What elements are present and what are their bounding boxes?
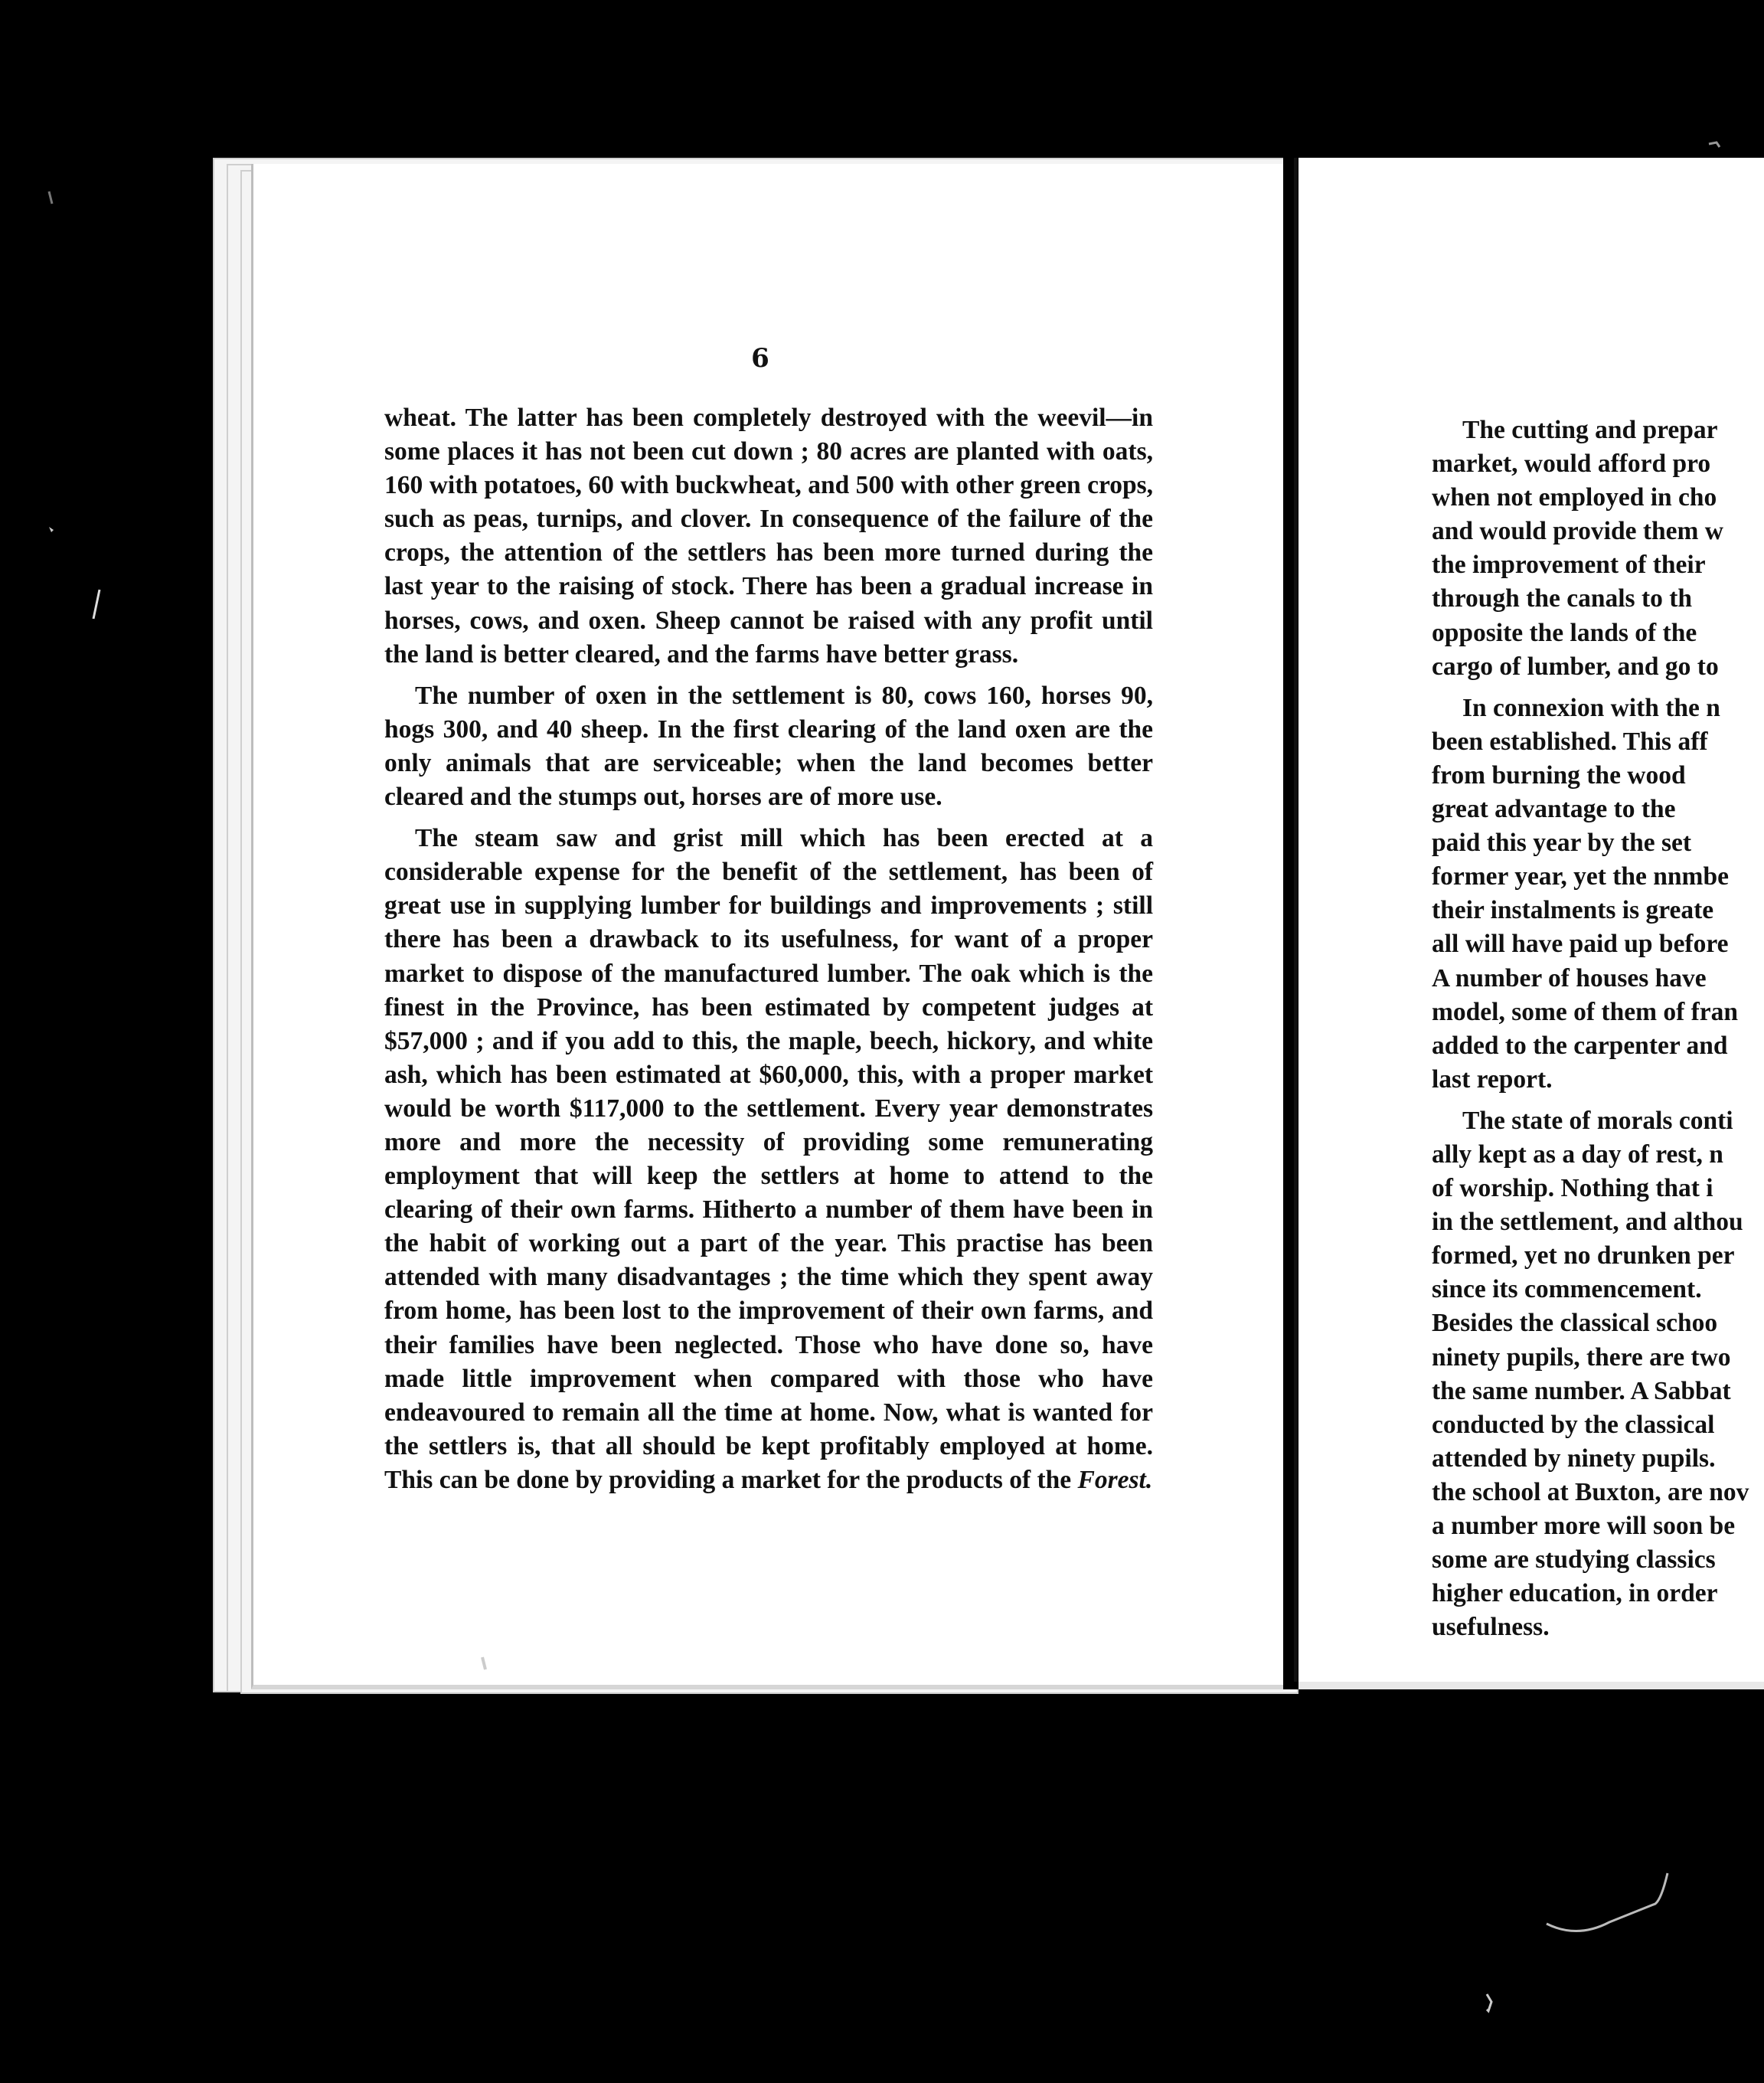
paragraph-text: The steam saw and grist mill which has been erected at a considerable expense for the benefit of the settlement, has been of great use in supplying lumber for buildings and improvements ; still there has been a drawback to its usefulness, for want of a proper market to dispose of the manufactured lumber. The oak which is the finest in the Province, has been estimated by competent judges at $57,000 ; and if you add to this, the maple, beech, hickory, and white ash, which has been estimated at $60,000, this, with a proper market would be worth $117,000 to the settlement. Every year demonstrates more and more the necessity of providing some remunerating employment that will keep the settlers at home to attend to the clearing of their own farms. Hitherto a number of them have been in the habit of working out a part of the year. This practise has been attended with many disadvantages ; the time which they spent away from home, has been lost to the improvement of their own farms, and their families have been neglected. Those who have done so, have made little improvement when compared with those who have endeavoured to remain all the time at home. Now, what is wanted for the settlers is, that all should be kept profitably employed at home. This can be done by providing a market for the products of the: [384, 824, 1153, 1494]
text-line: the school at Buxton, are nov: [1432, 1477, 1749, 1506]
page-number: 6: [751, 343, 769, 374]
text-line: their instalments is greate: [1432, 896, 1714, 925]
text-line: model, some of them of fran: [1432, 997, 1739, 1026]
text-line: attended by ninety pupils.: [1432, 1444, 1716, 1473]
text-line: been established. This aff: [1432, 727, 1708, 756]
text-line: A number of houses have: [1432, 963, 1707, 992]
text-line: market, would afford pro: [1432, 450, 1711, 479]
text-line: some are studying classics: [1432, 1545, 1716, 1575]
text-line: added to the carpenter and: [1432, 1031, 1728, 1060]
text-line: a number more will soon be: [1432, 1512, 1736, 1540]
text-line: last report.: [1432, 1064, 1553, 1094]
text-line: Besides the classical schoo: [1432, 1309, 1718, 1338]
text-line: ninety pupils, there are two: [1432, 1342, 1731, 1372]
text-line: opposite the lands of the: [1432, 618, 1697, 647]
text-line: conducted by the classical: [1432, 1410, 1715, 1439]
text-line: the improvement of their: [1432, 551, 1706, 580]
text-line: In connexion with the n: [1462, 693, 1720, 722]
text-line: all will have paid up before: [1432, 930, 1729, 959]
text-line: through the canals to th: [1432, 584, 1693, 613]
text-line: the same number. A Sabbat: [1432, 1376, 1731, 1405]
text-line: ally kept as a day of rest, n: [1432, 1140, 1723, 1169]
text-line: usefulness.: [1432, 1613, 1550, 1642]
text-line: great advantage to the: [1432, 795, 1676, 824]
text-line: The state of morals conti: [1462, 1106, 1733, 1135]
text-line: The cutting and prepar: [1462, 416, 1718, 444]
text-line: formed, yet no drunken per: [1432, 1241, 1735, 1270]
text-line: in the settlement, and althou: [1432, 1208, 1743, 1237]
text-line: and would provide them w: [1432, 517, 1723, 546]
text-line: former year, yet the nnmbe: [1432, 862, 1729, 891]
text-line: higher education, in order: [1432, 1579, 1718, 1608]
text-line: of worship. Nothing that i: [1432, 1174, 1713, 1203]
text-line: from burning the wood: [1432, 760, 1686, 790]
paragraph: wheat. The latter has been completely destroyed with the weevil—in some places it has not been cut down ; 80 acres are planted with oats, 160 with potatoes, 60 with buckwheat, and 500 with other green crops, such as peas, turnips, and clover. In consequence of the failure of the crops, the attention of the settlers has been more turned during the last year to the raising of stock. There has been a gradual increase in horses, cows, and oxen. Sheep cannot be raised with any profit until the land is better cleared, and the farms have better grass.: [384, 404, 1153, 669]
italic-word: Forest.: [1077, 1465, 1153, 1494]
paragraph: The number of oxen in the settlement is 80, cows 160, horses 90, hogs 300, and 40 sheep. In the first clearing of the land oxen are the only animals that are serviceable; when the land becomes better cleared and the stumps out, horses are of more use.: [384, 681, 1153, 812]
text-line: since its commencement.: [1432, 1275, 1702, 1304]
text-line: paid this year by the set: [1432, 829, 1692, 858]
text-line: cargo of lumber, and go to: [1432, 652, 1719, 681]
text-line: when not employed in cho: [1432, 483, 1717, 512]
